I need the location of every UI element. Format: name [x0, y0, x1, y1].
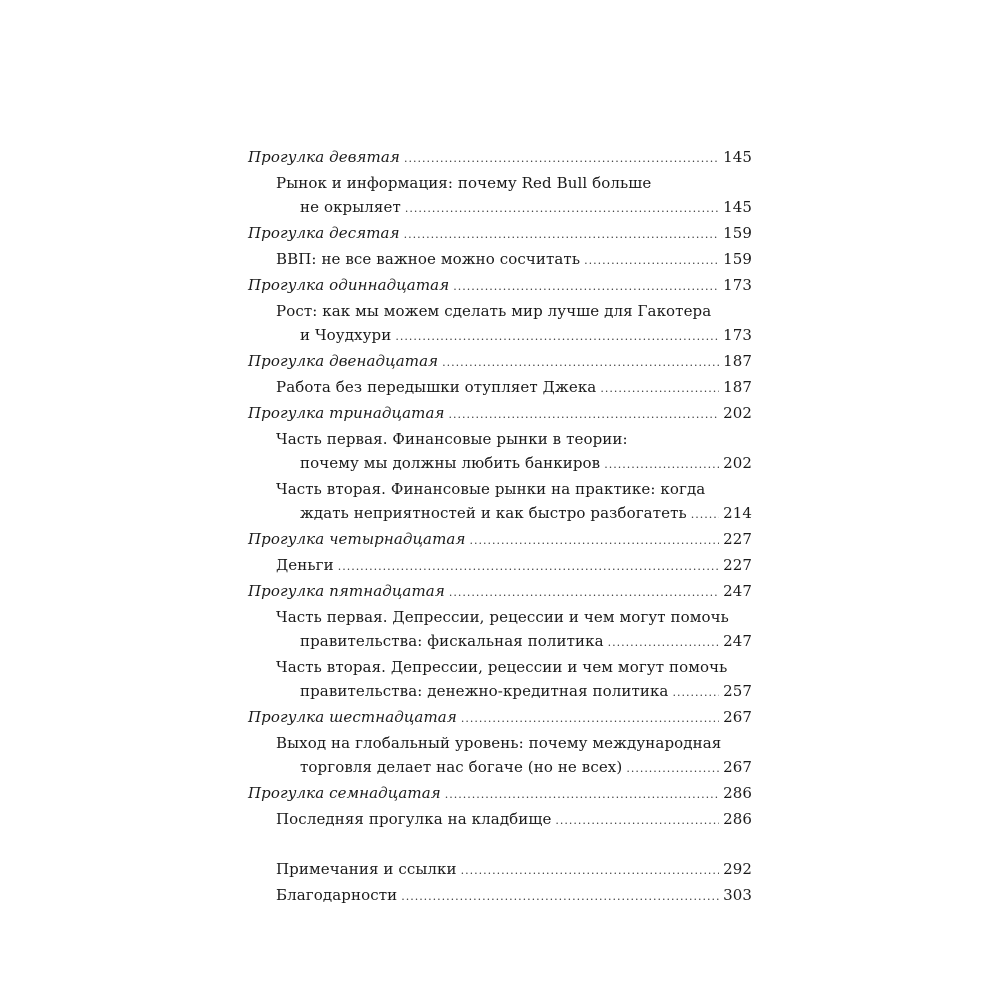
toc-page-number: 286: [723, 784, 752, 802]
toc-entry-title: не окрыляет: [300, 198, 401, 216]
toc-section-entry: [248, 857, 752, 883]
toc-entry-title: Деньги: [276, 556, 334, 574]
dot-leader: [404, 147, 719, 171]
toc-page-number: 257: [723, 682, 752, 700]
toc-entry-title: Прогулка четырнадцатая: [248, 530, 466, 548]
toc-entry-row: [248, 273, 752, 299]
toc-entry-row: [276, 451, 752, 477]
toc-entry-title: торговля делает нас богаче (но не всех): [300, 758, 623, 776]
toc-entry-title-line: Часть первая. Финансовые рынки в теории:: [276, 430, 628, 448]
dot-leader: [461, 859, 719, 883]
toc-page-number: 227: [723, 530, 752, 548]
toc-section-entry: [248, 477, 752, 527]
toc-page-number: 267: [723, 708, 752, 726]
toc-page-number: 187: [723, 378, 752, 396]
dot-leader: [449, 581, 719, 605]
toc-entry-row: [276, 323, 752, 349]
toc-entry-title: Прогулка десятая: [248, 224, 400, 242]
toc-entry-title: Прогулка пятнадцатая: [248, 582, 445, 600]
toc-entry-title: ВВП: не все важное можно сосчитать: [276, 250, 581, 268]
toc-entry-title: Прогулка тринадцатая: [248, 404, 445, 422]
toc-page-number: 173: [723, 326, 752, 344]
dot-leader: [445, 783, 719, 807]
toc-page-number: 159: [723, 250, 752, 268]
toc-page-number: 214: [723, 504, 752, 522]
dot-leader: [604, 453, 719, 477]
toc-walk-heading: [248, 527, 752, 553]
toc-walk-heading: [248, 401, 752, 427]
toc-page-number: 286: [723, 810, 752, 828]
toc-section-entry: [248, 883, 752, 909]
toc-page-number: 159: [723, 224, 752, 242]
toc-section-entry: [248, 427, 752, 477]
toc-entry-row: [276, 247, 752, 273]
toc-entry-title: почему мы должны любить банкиров: [300, 454, 601, 472]
toc-walk-heading: [248, 221, 752, 247]
toc-entry-title: Благодарности: [276, 886, 398, 904]
dot-leader: [453, 275, 719, 299]
toc-walk-heading: [248, 705, 752, 731]
dot-leader: [461, 707, 719, 731]
toc-page-number: 267: [723, 758, 752, 776]
toc-entry-row: [276, 807, 752, 833]
toc-entry-row: [248, 579, 752, 605]
toc-entry-row: [276, 553, 752, 579]
dot-leader: [672, 681, 719, 705]
dot-leader: [608, 631, 719, 655]
toc-page-number: 292: [723, 860, 752, 878]
toc-entry-title: правительства: фискальная политика: [300, 632, 604, 650]
toc-entry-title-line: Часть вторая. Финансовые рынки на практике: когда: [276, 480, 706, 498]
toc-page-number: 247: [723, 632, 752, 650]
toc-section-entry: [248, 553, 752, 579]
toc-page-number: 202: [723, 454, 752, 472]
toc-entry-row: [276, 629, 752, 655]
toc-entry-title: Прогулка девятая: [248, 148, 400, 166]
dot-leader: [600, 377, 719, 401]
dot-leader: [405, 197, 719, 221]
toc-page-number: 145: [723, 198, 752, 216]
toc-section-entry: [248, 299, 752, 349]
toc-page-number: 247: [723, 582, 752, 600]
dot-leader: [395, 325, 719, 349]
toc-entry-title-line: Часть вторая. Депрессии, рецессии и чем могут помочь: [276, 658, 728, 676]
toc-entry-title: Прогулка двенадцатая: [248, 352, 439, 370]
toc-walk-heading: [248, 349, 752, 375]
dot-leader: [584, 249, 719, 273]
toc-entry-title: Прогулка одиннадцатая: [248, 276, 450, 294]
toc-entry-row: [248, 705, 752, 731]
table-of-contents: [248, 145, 752, 909]
toc-walk-heading: [248, 273, 752, 299]
toc-entry-row: [276, 375, 752, 401]
toc-page-number: 227: [723, 556, 752, 574]
toc-entry-row: [248, 527, 752, 553]
toc-entry-row: [248, 781, 752, 807]
toc-entry-title: правительства: денежно-кредитная политика: [300, 682, 669, 700]
toc-page-number: 202: [723, 404, 752, 422]
dot-leader: [338, 555, 719, 579]
toc-page-number: 187: [723, 352, 752, 370]
toc-entry-title: Прогулка семнадцатая: [248, 784, 441, 802]
toc-section-entry: [248, 171, 752, 221]
toc-page-number: 173: [723, 276, 752, 294]
toc-entry-title: ждать неприятностей и как быстро разбогатеть: [300, 504, 687, 522]
toc-entry-row: [276, 501, 752, 527]
dot-leader: [555, 809, 719, 833]
toc-section-entry: [248, 247, 752, 273]
toc-section-entry: [248, 731, 752, 781]
toc-entry-title-line: Часть первая. Депрессии, рецессии и чем могут помочь: [276, 608, 729, 626]
toc-section-entry: [248, 807, 752, 833]
toc-entry-row: [276, 883, 752, 909]
toc-entry-title-line: Рост: как мы можем сделать мир лучше для Гакотера: [276, 302, 712, 320]
toc-entry-title: Последняя прогулка на кладбище: [276, 810, 552, 828]
toc-entry-row: [276, 195, 752, 221]
toc-entry-row: [276, 857, 752, 883]
toc-section-entry: [248, 655, 752, 705]
dot-leader: [691, 503, 719, 527]
toc-entry-title-line: Рынок и информация: почему Red Bull больше: [276, 174, 652, 192]
toc-entry-row: [248, 145, 752, 171]
toc-entry-row: [248, 221, 752, 247]
toc-entry-title-line: Выход на глобальный уровень: почему международная: [276, 734, 722, 752]
toc-page-number: 145: [723, 148, 752, 166]
toc-entry-title: Примечания и ссылки: [276, 860, 457, 878]
toc-entry-row: [276, 679, 752, 705]
toc-entry-title: Работа без передышки отупляет Джека: [276, 378, 597, 396]
dot-leader: [470, 529, 720, 553]
toc-entry-title: и Чоудхури: [300, 326, 392, 344]
toc-entry-row: [248, 349, 752, 375]
toc-section-entry: [248, 375, 752, 401]
toc-entry-row: [248, 401, 752, 427]
dot-leader: [401, 885, 719, 909]
dot-leader: [449, 403, 720, 427]
toc-walk-heading: [248, 145, 752, 171]
dot-leader: [404, 223, 719, 247]
toc-entry-row: [276, 755, 752, 781]
toc-entry-title: Прогулка шестнадцатая: [248, 708, 457, 726]
toc-section-entry: [248, 605, 752, 655]
toc-page-number: 303: [723, 886, 752, 904]
dot-leader: [626, 757, 719, 781]
toc-walk-heading: [248, 579, 752, 605]
dot-leader: [442, 351, 719, 375]
toc-walk-heading: [248, 781, 752, 807]
